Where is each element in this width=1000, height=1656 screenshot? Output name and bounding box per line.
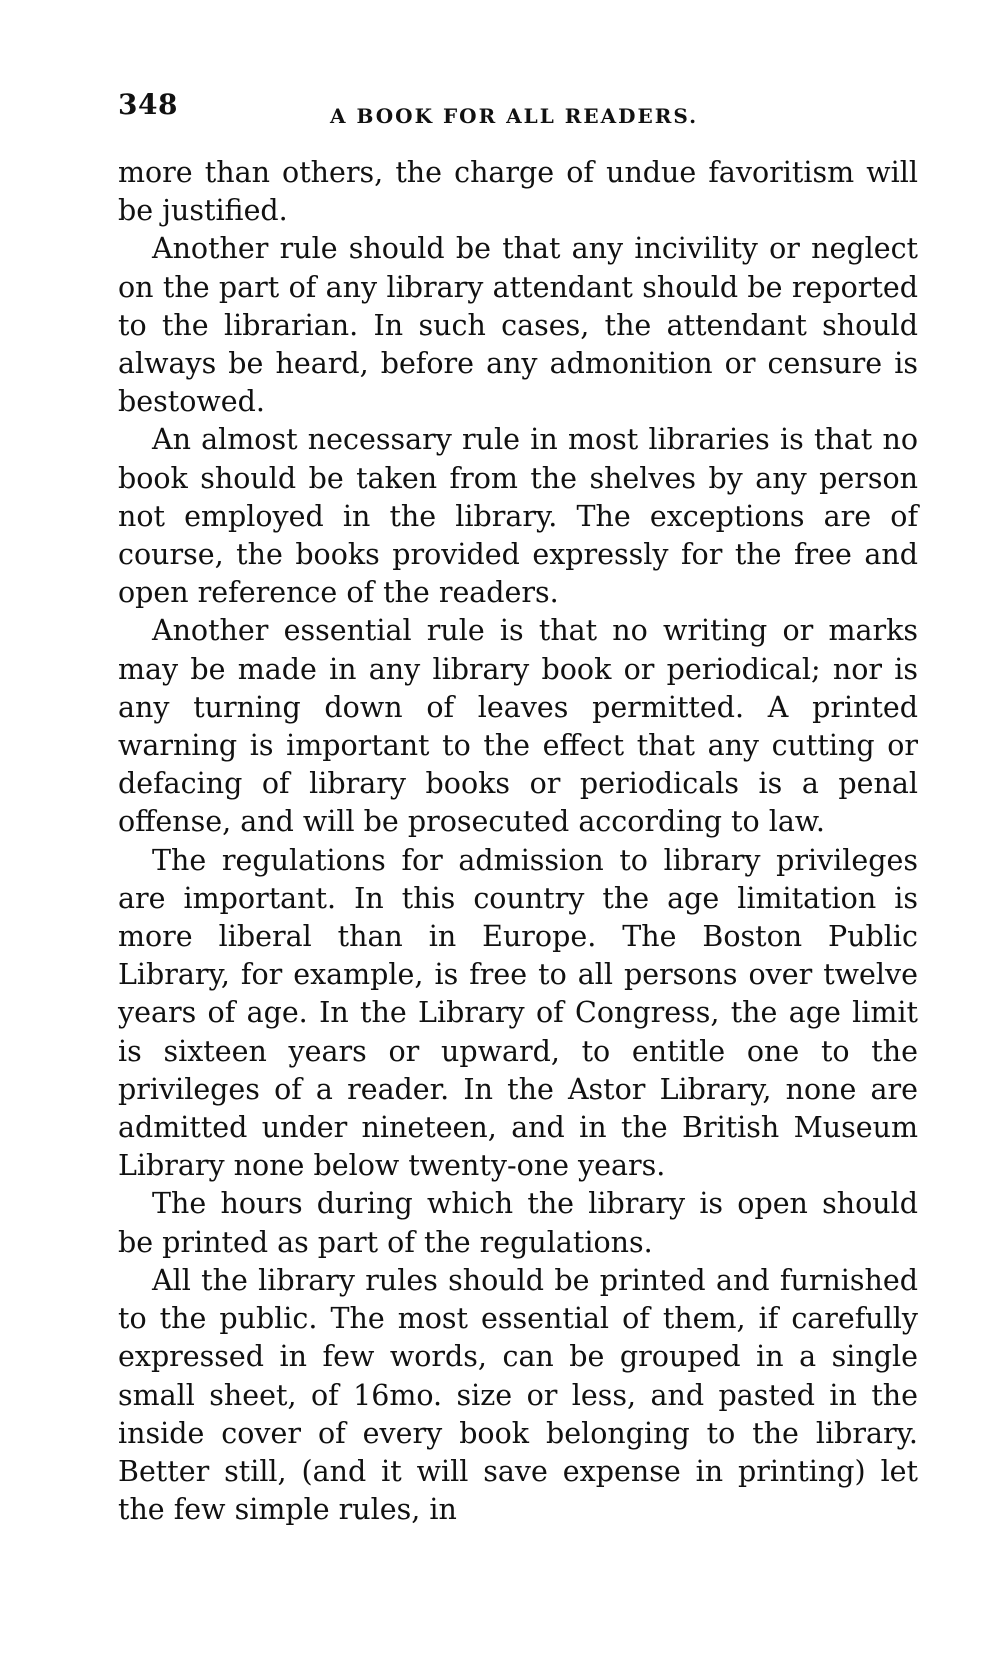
page-body — [118, 154, 918, 1529]
book-page — [118, 88, 918, 1529]
running-title: A BOOK FOR ALL READERS. — [330, 104, 699, 128]
paragraph-continuation: more than others, the charge of undue favoritism will be justified. — [118, 156, 918, 228]
paragraph-library-hours: The hours during which the library is open should be printed as part of the regulations. — [118, 1187, 918, 1259]
paragraph-printed-rules: All the library rules should be printed and furnished to the public. The most essential of them, if carefully expressed in few words, can be grouped in a single small sheet, of 16mo. size or less, and pasted in the inside cover of every book belonging to the library. Better still, (and it will save expense in printing) let the few simple rules, in — [118, 1263, 918, 1527]
page-header — [118, 88, 918, 132]
page-number: 348 — [118, 88, 178, 121]
paragraph-writing-rule: Another essential rule is that no writing or marks may be made in any library book or periodical; nor is any turning down of leaves permitted. A printed warning is important to the effect that any cutting or defacing of library books or periodicals is a penal offense, and will be prosecuted according to law. — [118, 614, 918, 839]
paragraph-incivility-rule: Another rule should be that any incivility or neglect on the part of any library attendant should be reported to the librarian. In such cases, the attendant should always be heard, before any admonition or censure is bestowed. — [118, 232, 918, 419]
paragraph-admission-regulations: The regulations for admission to library privileges are important. In this country the age limitation is more liberal than in Europe. The Boston Public Library, for example, is free to all persons over twelve years of age. In the Library of Congress, the age limit is sixteen years or upward, to entitle one to the privileges of a reader. In the Astor Library, none are admitted under nineteen, and in the British Museum Library none below twenty-one years. — [118, 843, 918, 1183]
paragraph-shelves-rule: An almost necessary rule in most libraries is that no book should be taken from the shelves by any person not employed in the library. The exceptions are of course, the books provided expressly for the free and open reference of the readers. — [118, 423, 918, 610]
